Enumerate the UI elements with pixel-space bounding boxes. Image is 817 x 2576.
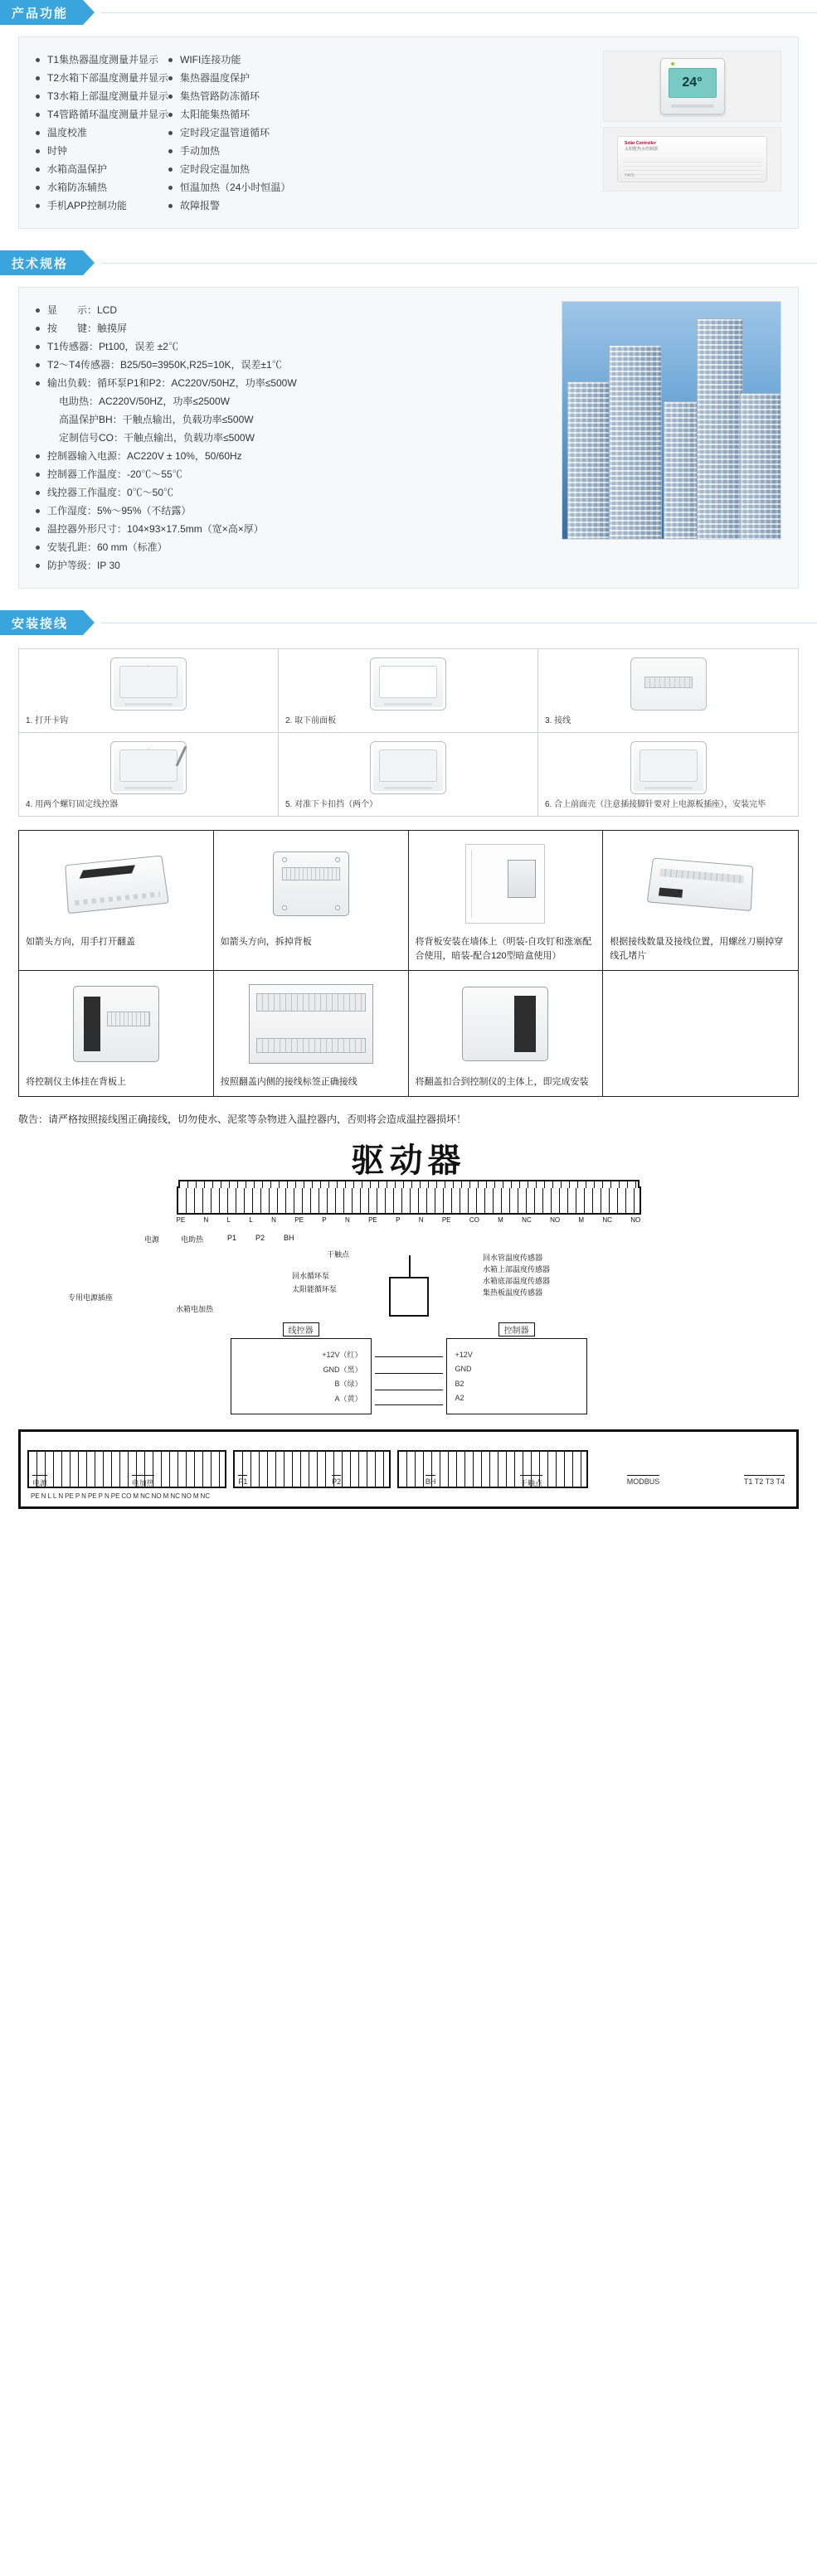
building-photo	[562, 301, 781, 540]
install-photo-caption: 如箭头方向，拆掉背板	[220, 937, 312, 947]
list-item: 定时段定温加热	[168, 160, 290, 178]
terminal-top-row	[178, 1180, 639, 1188]
list-item: T4管路循环温度测量并显示	[36, 105, 168, 124]
wire-links	[375, 1338, 443, 1414]
section-header-features	[0, 0, 817, 28]
list-item: 恒温加热（24小时恒温）	[168, 178, 290, 196]
controller-footer-mark: HAIS	[625, 173, 635, 178]
device-screen	[119, 666, 178, 698]
annotation: P2	[255, 1234, 265, 1242]
install-step-cell	[538, 649, 798, 733]
photo-remove-backplate	[221, 837, 401, 930]
photo-hang-body	[26, 978, 207, 1070]
install-photo-cell	[214, 971, 409, 1096]
annotation: 水箱上部温度传感器	[483, 1265, 551, 1273]
terminal-label: M	[163, 1492, 169, 1500]
spec-item: 温控器外形尺寸：104×93×17.5mm（宽×高×厚）	[36, 520, 550, 538]
install-photo-caption: 按照翻盖内侧的接线标签正确接线	[220, 1077, 357, 1087]
list-item: 水箱高温保护	[36, 160, 168, 178]
inner-wiring-illustration	[249, 984, 373, 1064]
controller-wiring-diagram	[231, 1327, 587, 1414]
driver-annotations	[18, 1227, 799, 1327]
section-header-install	[0, 610, 817, 638]
mount-illustration	[73, 986, 159, 1062]
spec-list	[36, 301, 550, 575]
list-item: WIFI连接功能	[168, 51, 290, 69]
list-item: 集热器温度保护	[168, 69, 290, 87]
photo-snap-cover	[416, 978, 596, 1070]
spec-item: T1传感器：Pt100，误差 ±2℃	[36, 337, 550, 356]
controller-brand: Solar Controller	[625, 141, 656, 146]
list-item: 水箱防冻辅热	[36, 178, 168, 196]
section-rule	[101, 610, 817, 638]
terminal-label: NC	[170, 1492, 180, 1500]
terminal-label: L	[249, 1216, 253, 1224]
side-panel	[84, 997, 100, 1051]
annotation: 集热板温度传感器	[483, 1288, 543, 1297]
annotation: 电助热	[181, 1235, 204, 1244]
wire-row: B2	[455, 1379, 464, 1388]
terminal-label: PE	[110, 1492, 120, 1500]
features-column-1	[36, 51, 168, 215]
driver-terminal-strip	[177, 1186, 641, 1215]
annotation: 水箱底部温度传感器	[483, 1277, 551, 1285]
wire-row: +12V	[455, 1350, 473, 1359]
install-step-cell	[19, 649, 279, 733]
terminal-label: PE	[65, 1492, 74, 1500]
list-item: T2水箱下部温度测量并显示	[36, 69, 168, 87]
mounting-hole	[282, 857, 287, 862]
list-item: 定时段定温管道循环	[168, 124, 290, 142]
terminal-label: P	[98, 1492, 103, 1500]
install-photo-caption: 将控制仪主体挂在背板上	[26, 1077, 126, 1087]
terminal-label: N	[203, 1216, 209, 1224]
install-photo-cell-empty	[603, 971, 798, 1096]
spec-subitem: 定制信号CO：干触点输出，负载功率≤500W	[59, 432, 255, 444]
building-tower	[697, 318, 743, 540]
load-symbol	[389, 1277, 429, 1317]
terminal-group-label: 电加热	[132, 1475, 154, 1488]
device-bottom-bar	[644, 787, 693, 789]
backplate-illustration	[273, 851, 349, 916]
spec-subitem: 高温保护BH：干触点输出，负载功率≤500W	[59, 414, 254, 425]
controller-subtitle: 太阳能热水控制器	[625, 147, 659, 152]
wire-controller-box	[231, 1327, 372, 1414]
terminal-label: N	[41, 1492, 46, 1500]
list-item: 手动加热	[168, 142, 290, 160]
annotation: 太阳能循环泵	[292, 1285, 338, 1293]
terminal-group-label: P2	[332, 1475, 341, 1488]
install-photo-cell	[19, 971, 214, 1096]
power-led-icon	[671, 62, 674, 65]
controller-box	[446, 1327, 587, 1414]
specs-panel	[18, 287, 799, 589]
vent-slits	[623, 158, 761, 180]
device-screen	[119, 750, 178, 782]
device-bottom-bar	[384, 703, 432, 706]
photo-wiring-label	[221, 978, 401, 1070]
device-screen	[639, 750, 698, 782]
terminal-label: P	[75, 1492, 80, 1500]
section-title-specs: 技术规格	[0, 250, 83, 275]
install-step-caption: 3. 接线	[545, 716, 571, 725]
install-photo-cell	[409, 971, 604, 1096]
terminal-label: M	[133, 1492, 139, 1500]
bottom-terminal-groups	[21, 1475, 796, 1488]
device-screen	[379, 750, 437, 782]
terminal-label: M	[578, 1216, 585, 1224]
annotation: 回水管温度传感器	[483, 1254, 543, 1262]
device-bottom-bar	[124, 703, 173, 706]
install-photo-caption: 根据接线数量及接线位置，用螺丝刀剔掉穿线孔堵片	[610, 937, 784, 961]
section-title-features: 产品功能	[0, 0, 83, 25]
photo-knockouts	[610, 837, 791, 930]
features-column-2	[168, 51, 290, 215]
terminal-label: NC	[602, 1216, 612, 1224]
install-photo-caption: 将背板安装在墙体上（明装-自攻钉和涨塞配合使用，暗装-配合120型暗盒使用）	[415, 937, 592, 961]
terminal-group-label: MODBUS	[627, 1475, 660, 1488]
terminal-label: N	[58, 1492, 64, 1500]
photo-open-cover	[26, 837, 207, 930]
controller-box-title: 控制器	[498, 1322, 535, 1337]
mounting-hole	[335, 857, 340, 862]
thermostat-screen-value: 24°	[669, 68, 717, 98]
install-step-caption: 1. 打开卡钩	[26, 716, 69, 725]
spec-item: 防护等级：IP 30	[36, 556, 550, 575]
terminal-label: NO	[550, 1216, 561, 1224]
driver-title: 驱动器	[351, 1142, 466, 1180]
annotation: 回水循环泵	[292, 1272, 330, 1280]
mounting-hole	[282, 905, 287, 910]
terminal-label: N	[271, 1216, 276, 1224]
controller-knockout-illustration	[646, 857, 752, 911]
controller-brand-block	[625, 141, 658, 153]
annotation: 干触点	[327, 1250, 350, 1259]
device-screen	[379, 666, 437, 698]
knockout-block	[659, 888, 683, 898]
install-photo-cell	[603, 831, 798, 971]
install-photo-caption: 将翻盖扣合到控制仪的主体上，即完成安装	[415, 1077, 589, 1087]
spec-item: 控制器工作温度：-20℃～55℃	[36, 465, 550, 483]
terminal-group-label: 电源	[32, 1475, 47, 1488]
spec-item: 显 示：LCD	[36, 301, 550, 319]
spec-item: 输出负载：循环泵P1和P2：AC220V/50HZ，功率≤500W	[36, 374, 550, 392]
wire-row: B（绿）	[334, 1380, 362, 1389]
annotation: 水箱电加热	[176, 1305, 214, 1313]
snap-cover-illustration	[462, 987, 548, 1061]
install-step-cell	[279, 649, 538, 733]
warning-text: 敬告：请严格按照接线图正确接线，切勿使水、泥浆等杂物进入温控器内，否则将会造成温控器损坏！	[18, 1113, 467, 1125]
terminal-group-label: T1 T2 T3 T4	[744, 1475, 785, 1488]
bottom-terminal-labels	[21, 1492, 796, 1500]
terminal-label: N	[81, 1492, 86, 1500]
terminal-label: NO	[181, 1492, 192, 1500]
terminal-label: P	[396, 1216, 401, 1224]
list-item: T3水箱上部温度测量并显示	[36, 87, 168, 105]
wall-bracket	[508, 860, 536, 898]
install-step-caption: 4. 用两个螺钉固定线控器	[26, 800, 119, 809]
install-step-caption: 6. 合上前面壳（注意插接脚针要对上电源板插座），安装完毕	[545, 800, 766, 809]
section-header-specs	[0, 250, 817, 279]
controller-device	[617, 136, 767, 182]
spec-item: 线控器工作温度：0℃～50℃	[36, 483, 550, 502]
device-bottom-bar	[124, 787, 173, 789]
thermostat-screw-illustration	[110, 741, 187, 794]
install-photo-cell	[19, 831, 214, 971]
annotation: 专用电源插座	[68, 1293, 114, 1302]
thermostat-back-illustration	[630, 657, 707, 711]
touch-bar	[671, 104, 714, 108]
terminal-label: PE	[294, 1216, 304, 1224]
building-tower	[567, 381, 610, 540]
section-title-install: 安装接线	[0, 610, 83, 635]
wire-row: GND（黑）	[323, 1365, 362, 1374]
cover-stripe	[80, 865, 135, 878]
spec-item: T2～T4传感器：B25/50=3950K,R25=10K，误差±1℃	[36, 356, 550, 374]
features-panel	[18, 36, 799, 229]
terminal-label: PE	[31, 1492, 40, 1500]
wire-controller-rows	[240, 1347, 362, 1405]
install-step-cell	[279, 733, 538, 816]
controller-box-rows	[455, 1347, 578, 1405]
terminal-label: CO	[469, 1216, 479, 1224]
terminal-label: PE	[87, 1492, 97, 1500]
wiring-label-strip	[256, 993, 366, 1011]
terminal-slot	[659, 868, 744, 883]
install-photo-cell	[409, 831, 604, 971]
terminal-label: NC	[140, 1492, 150, 1500]
building-tower	[740, 393, 781, 540]
list-item: 时钟	[36, 142, 168, 160]
spec-item: 工作湿度：5%～95%（不结露）	[36, 502, 550, 520]
building-tower	[609, 345, 662, 540]
install-step-cell	[19, 733, 279, 816]
terminal-group-label: 干触点	[520, 1475, 542, 1488]
terminal-strip	[256, 1038, 366, 1053]
thermostat-close-illustration	[630, 741, 707, 794]
terminal-rail	[107, 1011, 150, 1026]
annotation: BH	[284, 1234, 294, 1242]
cover-panel	[514, 996, 536, 1052]
terminal-label: L	[47, 1492, 51, 1500]
list-item: T1集热器温度测量并显示	[36, 51, 168, 69]
controller-3d-illustration	[65, 856, 169, 914]
bottom-terminal-photo	[18, 1429, 799, 1509]
terminal-label: PE	[441, 1216, 451, 1224]
list-item: 手机APP控制功能	[36, 196, 168, 215]
spec-item: 安装孔距：60 mm（标准）	[36, 538, 550, 556]
terminal-label: M	[192, 1492, 199, 1500]
install-step-caption: 5. 对准下卡扣挡（两个）	[285, 800, 378, 809]
spec-item: 控制器输入电源：AC220V ± 10%，50/60Hz	[36, 447, 550, 465]
terminal-label: NO	[630, 1216, 641, 1224]
wire-row: A（黄）	[334, 1394, 362, 1403]
spec-item: 按 键：触摸屏	[36, 319, 550, 337]
install-photo-cell	[214, 831, 409, 971]
terminal-rail	[282, 867, 340, 880]
mounting-hole	[335, 905, 340, 910]
thermostat-device	[660, 58, 725, 114]
list-item: 故障报警	[168, 196, 290, 215]
photo-wall-mount	[416, 837, 596, 930]
wire-row: GND	[455, 1365, 472, 1374]
install-photo-caption: 如箭头方向，用手打开翻盖	[26, 937, 135, 947]
list-item: 太阳能集热循环	[168, 105, 290, 124]
section-rule	[101, 0, 817, 28]
terminal-label: M	[498, 1216, 503, 1224]
terminal-label: NC	[200, 1492, 211, 1500]
wire-row: A2	[455, 1394, 464, 1403]
photo-empty	[610, 978, 791, 1070]
terminal-label: N	[418, 1216, 424, 1224]
wire-row: +12V（红）	[322, 1351, 362, 1360]
list-item: 温度校准	[36, 124, 168, 142]
terminal-label: NO	[151, 1492, 162, 1500]
terminal-label: N	[104, 1492, 109, 1500]
install-steps-grid	[18, 648, 799, 817]
terminal-label: L	[52, 1492, 57, 1500]
terminal-group-label: BH	[426, 1475, 436, 1488]
thermostat-front-illustration	[110, 657, 187, 711]
driver-diagram	[18, 1134, 799, 1414]
thermostat-clip-illustration	[370, 741, 446, 794]
install-step-caption: 2. 取下前面板	[285, 716, 337, 725]
wire-controller-title: 线控器	[283, 1322, 319, 1337]
product-photos	[603, 51, 781, 215]
terminal-group-label: P1	[238, 1475, 247, 1488]
terminal-label: PE	[176, 1216, 186, 1224]
building-tower	[664, 401, 700, 540]
wall-illustration	[465, 844, 545, 924]
terminal-label: P	[322, 1216, 327, 1224]
install-step-cell	[538, 733, 798, 816]
annotation: 电源	[144, 1235, 160, 1244]
spec-subitem: 电助热：AC220V/50HZ，功率≤2500W	[59, 395, 230, 407]
install-photo-grid	[18, 830, 799, 1097]
terminal-label: N	[344, 1216, 350, 1224]
controller-photo	[603, 127, 781, 192]
wall-edge	[471, 850, 472, 918]
terminal-label: NC	[522, 1216, 532, 1224]
terminal-label: CO	[121, 1492, 132, 1500]
driver-terminal-labels	[177, 1216, 641, 1224]
terminal-label: PE	[368, 1216, 377, 1224]
thermostat-open-illustration	[370, 657, 446, 711]
annotation: P1	[227, 1234, 237, 1242]
terminal-label: L	[226, 1216, 231, 1224]
terminal-dots	[75, 891, 160, 905]
terminal-block-icon	[644, 677, 693, 688]
section-rule	[101, 250, 817, 279]
list-item: 集热管路防冻循环	[168, 87, 290, 105]
thermostat-photo	[603, 51, 781, 122]
device-bottom-bar	[384, 787, 432, 789]
